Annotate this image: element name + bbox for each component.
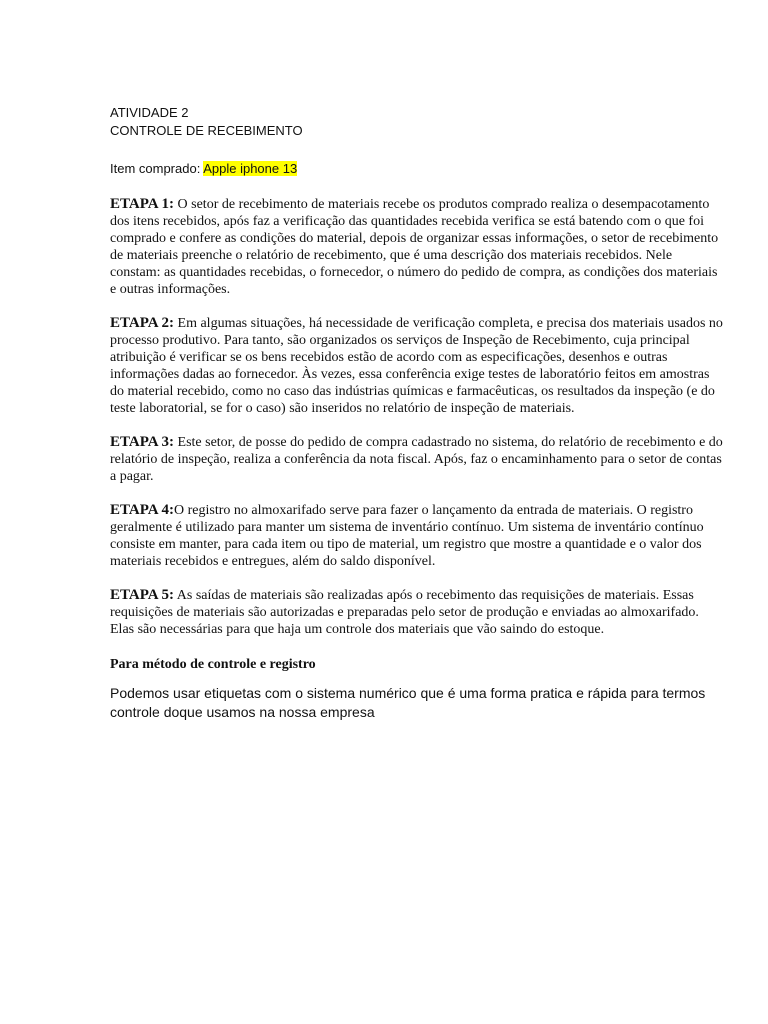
step-4-text: O registro no almoxarifado serve para fazer o lançamento da entrada de materiais. O registro geralmente é utilizado para manter um sistema de inventário contínuo. Um sistema de inventário contínuo consiste em manter, para cada item ou tipo de material, um registro que mostre a quantidade e o valor dos materiais recebidos e entregues, além do saldo disponível.	[110, 503, 704, 569]
document-page	[110, 104, 725, 722]
step-4-label: ETAPA 4:	[110, 502, 175, 518]
step-2-label: ETAPA 2:	[110, 315, 175, 331]
document-title: CONTROLE DE RECEBIMENTO	[110, 123, 303, 138]
step-2-text: Em algumas situações, há necessidade de verificação completa, e precisa dos materiais usados no processo produtivo. Para tanto, são organizados os serviços de Inspeção de Recebimento, cuja principal atribuição é verificar se os bens recebidos estão de acordo com as especificações, desenhos e outras informações dadas ao fornecedor. Às vezes, essa conferência exige testes de laboratório feitos em amostras do material recebido, como no caso das indústrias químicas e farmacêuticas, os resultados da inspeção (e do teste laboratorial, se for o caso) são inseridos no relatório de inspeção de materiais.	[110, 316, 723, 416]
step-1-text: O setor de recebimento de materiais recebe os produtos comprado realiza o desempacotamento dos itens recebidos, após faz a verificação das quantidades recebida verifica se está batendo com o que foi comprado e confere as condições do material, depois de organizar essas informações, o setor de recebimento de materiais preenche o relatório de recebimento, que é uma descrição dos materiais recebidos. Nele constam: as quantidades recebidas, o fornecedor, o número do pedido de compra, as condições dos materiais e outras informações.	[110, 197, 719, 297]
step-4	[110, 502, 725, 570]
purchased-item	[110, 160, 725, 178]
step-5-text: As saídas de materiais são realizadas após o recebimento das requisições de materiais. Essas requisições de materiais são autorizadas e preparadas pelo setor de produção e enviadas ao almoxarifado. Elas são necessárias para que haja um controle dos materiais que vão saindo do estoque.	[110, 588, 699, 637]
section-text: Podemos usar etiquetas com o sistema numérico que é uma forma pratica e rápida para termos controle doque usamos na nossa empresa	[110, 685, 706, 720]
step-3-label: ETAPA 3:	[110, 434, 175, 450]
steps-list	[110, 196, 725, 638]
purchased-item-label: Item comprado:	[110, 161, 204, 176]
step-5-label: ETAPA 5:	[110, 587, 175, 603]
step-3-text: Este setor, de posse do pedido de compra cadastrado no sistema, do relatório de recebimento e do relatório de inspeção, realiza a conferência da nota fiscal. Após, faz o encaminhamento para o setor de contas a pagar.	[110, 435, 723, 484]
document-header	[110, 104, 725, 140]
step-5	[110, 587, 725, 638]
step-1-label: ETAPA 1:	[110, 196, 175, 212]
step-3	[110, 434, 725, 485]
activity-title: ATIVIDADE 2	[110, 105, 189, 120]
purchased-item-value: Apple iphone 13	[203, 161, 298, 176]
step-1	[110, 196, 725, 298]
step-2	[110, 315, 725, 417]
section-title: Para método de controle e registro	[110, 657, 316, 672]
